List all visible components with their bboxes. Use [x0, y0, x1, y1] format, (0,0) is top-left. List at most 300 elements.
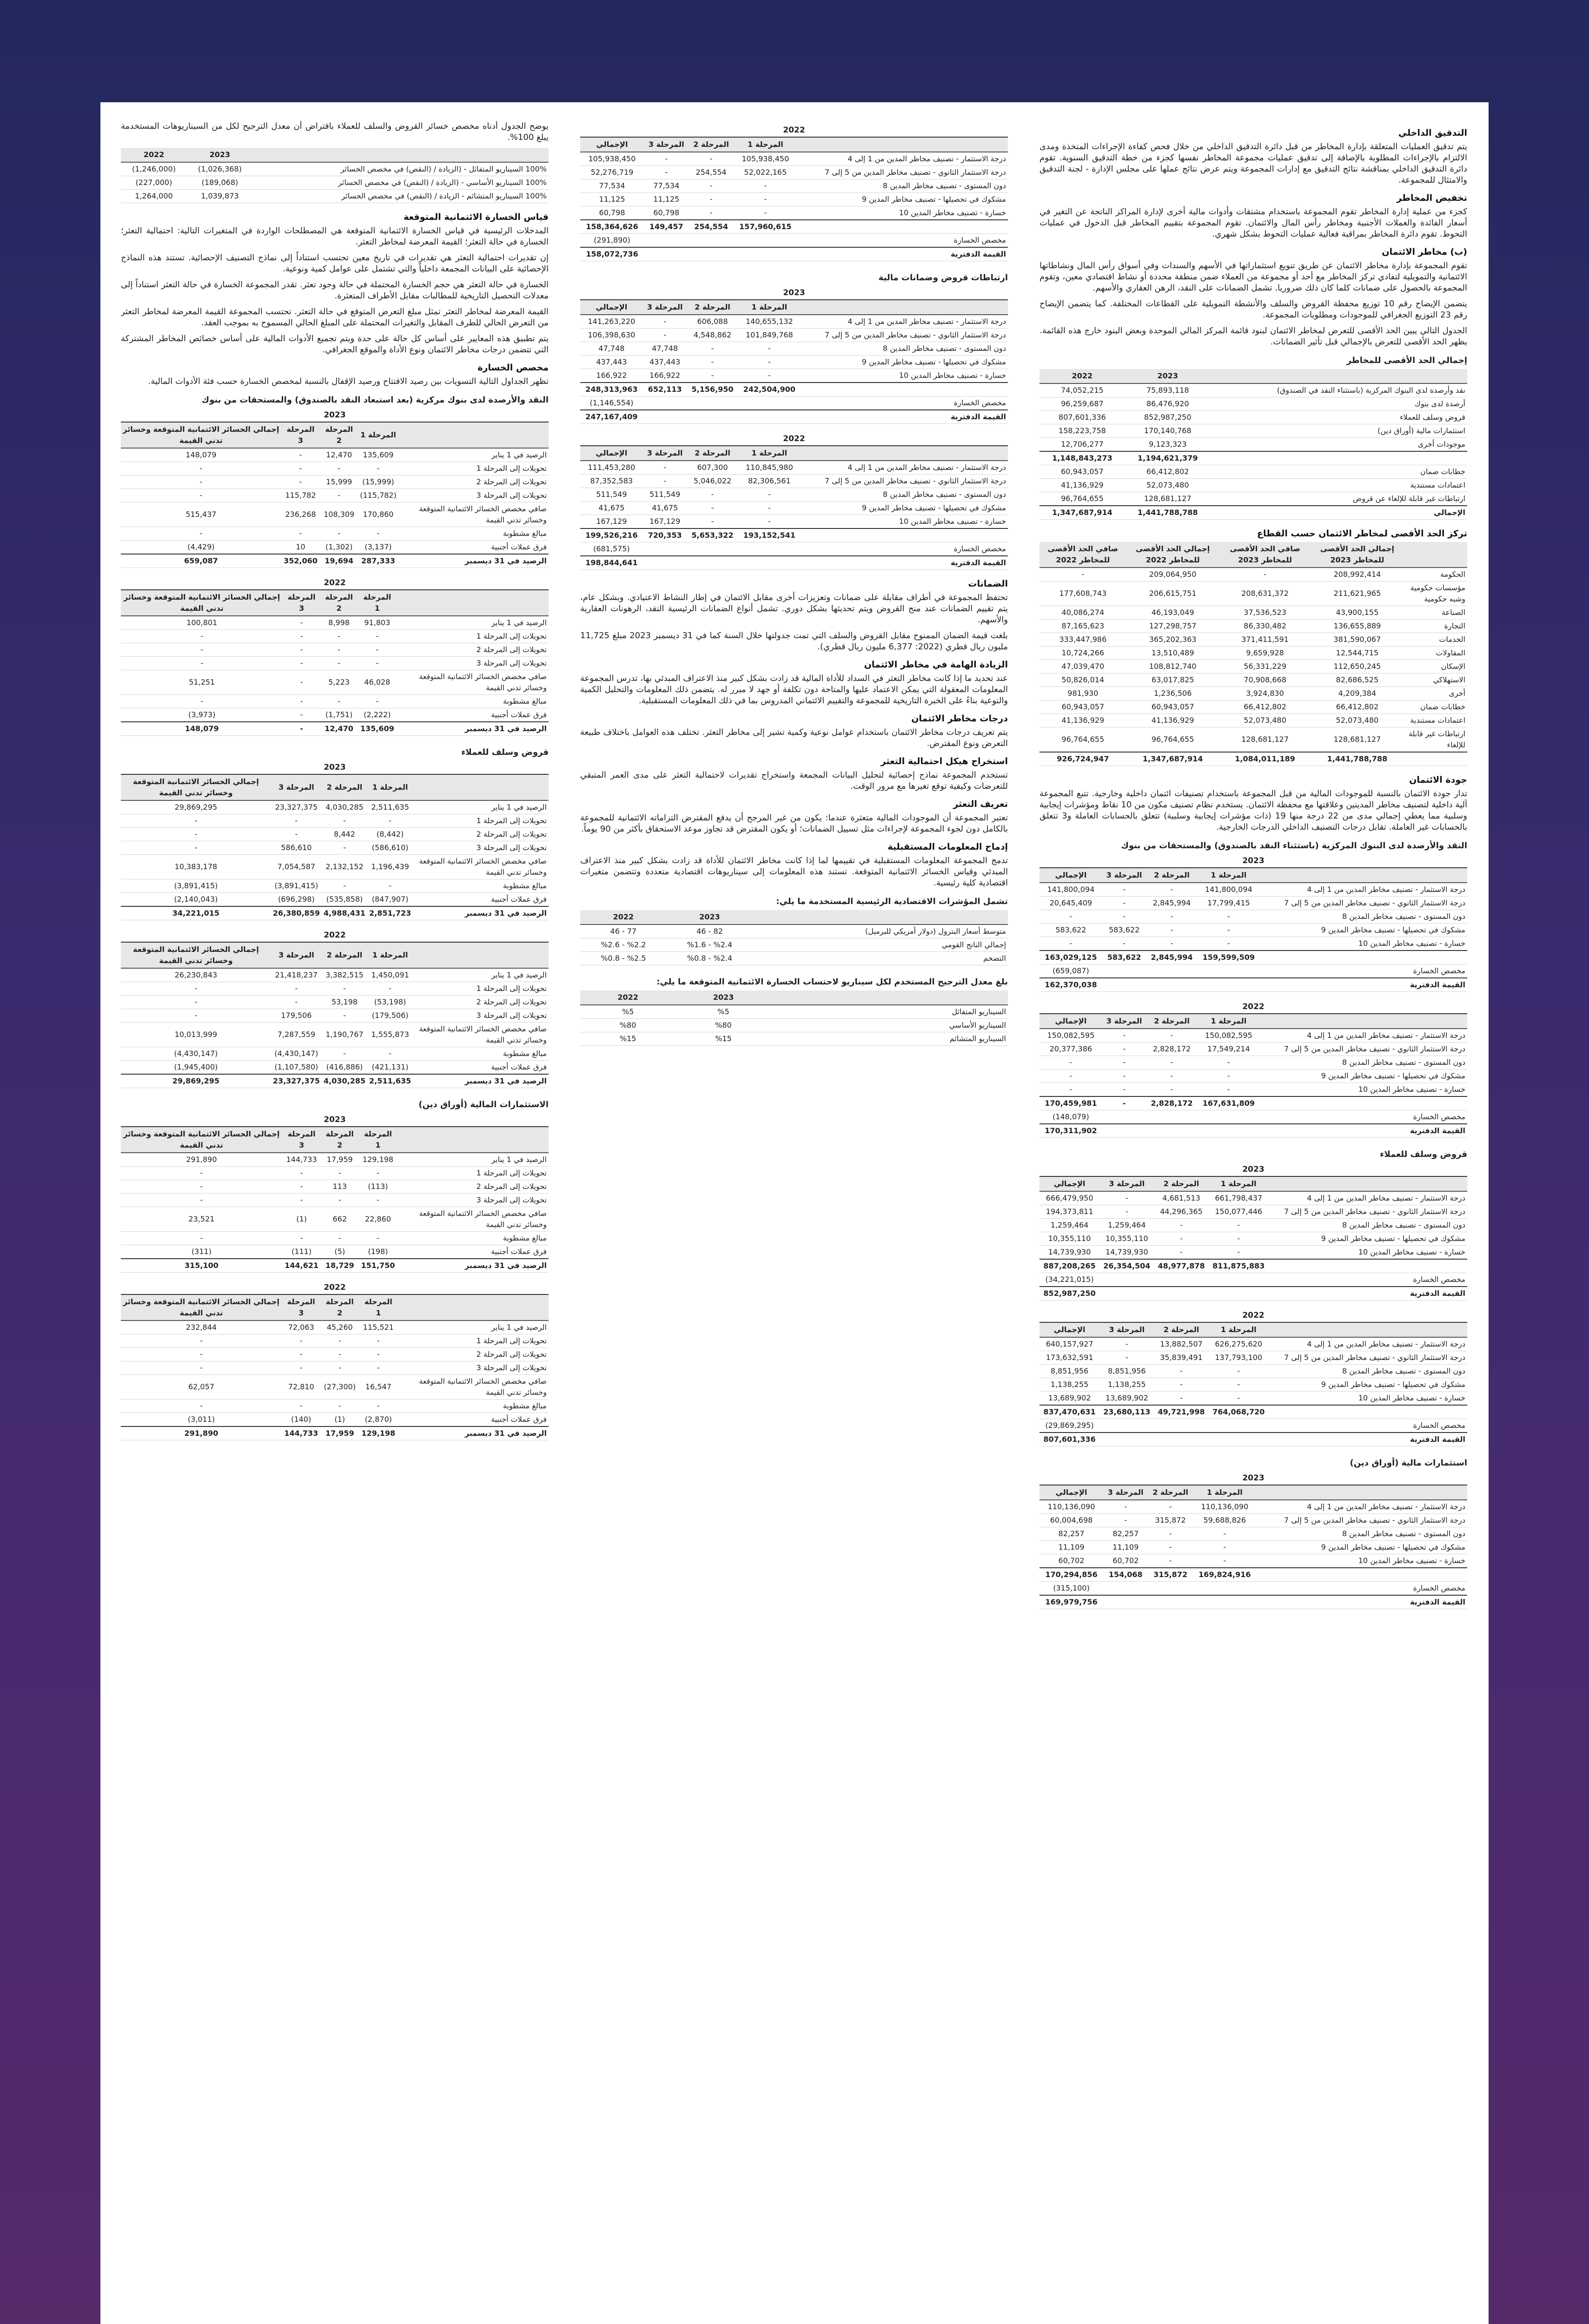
table-cell: -: [359, 1400, 398, 1413]
table-cell: مخصص الخسارة: [1260, 1110, 1467, 1124]
table-cell: -: [1146, 1070, 1198, 1083]
table-cell: -: [358, 630, 397, 643]
table-cell: 626,275,620: [1209, 1337, 1269, 1351]
table-cell: 248,313,963: [580, 383, 643, 396]
table-cell: -: [271, 996, 322, 1009]
table-row: [1039, 951, 1467, 964]
table-cell: أخرى: [1404, 687, 1467, 700]
table-cell: (291,890): [580, 234, 644, 248]
table-cell: 77 - 46: [580, 924, 667, 938]
table-cell: 141,800,094: [1197, 883, 1260, 897]
table-cell: 3,924,830: [1219, 687, 1311, 700]
table-cell: 148,079: [121, 448, 281, 462]
table-row: [1039, 1514, 1467, 1527]
table-cell: %5: [580, 1005, 675, 1019]
table-row: [580, 179, 1008, 193]
table-cell: -: [282, 1232, 321, 1245]
table-cell: درجة الاستثمار الثانوي - تصنيف مخاطر المدين من 5 إلى 7: [1269, 1351, 1467, 1365]
table-cell: [1102, 1124, 1146, 1138]
table-cell: 607,300: [687, 461, 738, 475]
table-row: [1039, 1568, 1467, 1582]
table-cell: 17,959: [321, 1153, 359, 1167]
table-cell: -: [121, 475, 281, 489]
table-quality-banks-2022: [1039, 1000, 1467, 1138]
table-cell: الرصيد في 1 يناير: [413, 800, 549, 814]
table-cell: 150,077,446: [1209, 1205, 1269, 1219]
paragraph-ecl-3: الخسارة في حالة التعثر هي حجم الخسارة المحتملة في حالة وجود تعثر. تقدر المجموعة الخسارة في حالة التعثر استناداً إلى معدلات التحصيل التاريخية للمطالبات مقابل الأطراف المتعثرة.: [121, 280, 549, 301]
table-cell: دون المستوى - تصنيف مخاطر المدين 8: [1260, 910, 1467, 924]
table-cell: 110,845,980: [738, 461, 801, 475]
table-quality-investments-2023: [1039, 1455, 1467, 1609]
table-cell: [689, 234, 733, 248]
table-header-cell: [1257, 1485, 1467, 1500]
table-cell: 198,844,641: [580, 556, 643, 570]
table-cell: 1,450,091: [367, 968, 413, 982]
table-cell: [1197, 964, 1260, 978]
table-cell: [1148, 1582, 1192, 1596]
table-header-cell: المرحلة 1: [1197, 1014, 1260, 1029]
paragraph-credit-risk-2: يتضمن الإيضاح رقم 10 توزيع محفظة القروض والسلف والأنشطة التمويلية على القطاعات المختلفة. كما يتضمن الإيضاح رقم 23 التوزيع الجغرافي للموجودات ومطلوبات المجموعة.: [1039, 299, 1467, 320]
table-cell: 1,441,788,788: [1125, 506, 1211, 520]
table-row: [121, 828, 549, 841]
table-cell: 381,590,067: [1311, 633, 1404, 647]
table-cell: -: [320, 462, 358, 475]
table-cell: درجة الاستثمار - تصنيف مخاطر المدين من 1 إلى 4: [1257, 1500, 1467, 1514]
table-header-cell: 2022: [580, 990, 675, 1005]
table-cell: خسارة - تصنيف مخاطر المدين 10: [1260, 937, 1467, 951]
heading-credit-risk: (ب) مخاطر الائتمان: [1382, 247, 1467, 257]
table-cell: مبالغ مشطوبة: [398, 1400, 549, 1413]
table-cell: -: [687, 515, 738, 529]
table-row: [1039, 1043, 1467, 1056]
table-cell: -: [321, 1334, 359, 1348]
table-cell: [1146, 964, 1198, 978]
table-cell: -: [283, 695, 320, 708]
table-cell: -: [644, 166, 689, 179]
table-cell: (1): [321, 1413, 359, 1427]
table-header-cell: [801, 300, 1008, 315]
table-cell: التجارة: [1404, 620, 1467, 633]
table-row: [1039, 438, 1467, 452]
table-cell: 26,354,504: [1099, 1259, 1154, 1273]
table-row: [121, 502, 549, 527]
table-cell: تحويلات إلى المرحلة 1: [397, 630, 549, 643]
table-cell: 29,869,295: [121, 800, 271, 814]
table-header-cell: [398, 1294, 549, 1320]
table-cell: -: [1102, 883, 1146, 897]
table-cell: 47,748: [643, 342, 687, 356]
table-cell: 315,872: [1148, 1514, 1192, 1527]
table-cell: [643, 396, 687, 410]
table-header-row: [1039, 542, 1467, 568]
table-cell: 511,549: [643, 488, 687, 502]
table-header-cell: المرحلة 1: [358, 590, 397, 616]
table-year: 2022: [121, 576, 549, 590]
table-cell: 4,681,513: [1154, 1191, 1208, 1205]
table-cell: 60,798: [644, 206, 689, 220]
table-cell: 37,536,523: [1219, 606, 1311, 620]
table-cell: 659,087: [121, 554, 281, 568]
table-cell: 1,138,255: [1099, 1378, 1154, 1392]
table-row: [121, 982, 549, 996]
table-cell: -: [1103, 1514, 1148, 1527]
table-cell: 1,138,255: [1039, 1378, 1099, 1392]
table-cell: -: [643, 461, 687, 475]
table-cell: 82,686,525: [1311, 673, 1404, 687]
table-cell: فرق عملات أجنبية: [398, 1413, 549, 1427]
table-header-cell: الإجمالي: [1039, 1322, 1099, 1337]
heading-forward-looking: إدماج المعلومات المستقبلية: [887, 842, 1008, 852]
table-cell: مشكوك في تحصيلها - تصنيف مخاطر المدين 9: [1257, 1541, 1467, 1554]
table-row: [1039, 633, 1467, 647]
table-cell: الرصيد في 31 ديسمبر: [398, 554, 549, 568]
table-cell: 47,748: [580, 342, 643, 356]
paragraph-risk-mitigation: كجزء من عملية إدارة المخاطر تقوم المجموعة باستخدام مشتقات وأدوات مالية أخرى لإدارة المراكز الناتجة عن التغير في أسعار الفائدة والعملات الأجنبية ومخاطر رأس المال والائتمان. تقوم المجموعة بتقييم المخاطر قبل الدخول في عمليات التحوط. تقوم دائرة المخاطر بمراقبة فعالية عمليات التحوط بشكل شهري.: [1039, 207, 1467, 239]
table-cell: -: [1039, 910, 1102, 924]
table-header-cell: [253, 148, 549, 162]
table-header-cell: المرحلة 1: [358, 1127, 397, 1153]
table-cell: [1209, 1419, 1269, 1433]
table-cell: %80: [675, 1019, 771, 1032]
table-row: [1039, 1337, 1467, 1351]
table-cell: مشكوك في تحصيلها - تصنيف مخاطر المدين 9: [797, 193, 1008, 206]
table-cell: دون المستوى - تصنيف مخاطر المدين 8: [1269, 1219, 1467, 1232]
table-cell: (535,858): [322, 893, 367, 907]
heading-loss-allowance: مخصص الخسارة: [477, 363, 549, 373]
table-cell: الإجمالي: [1211, 506, 1467, 520]
table-row: [1039, 1110, 1467, 1124]
table-row: [121, 489, 549, 502]
table-header-row: [121, 774, 549, 800]
table-cell: -: [1193, 1541, 1257, 1554]
table-row: [121, 554, 549, 568]
table-header-cell: الإجمالي: [580, 300, 643, 315]
table-cell: درجة الاستثمار - تصنيف مخاطر المدين من 1 إلى 4: [801, 461, 1008, 475]
table-title: تشمل المؤشرات الاقتصادية الرئيسية المستخدمة ما يلي:: [776, 897, 1008, 906]
table-allowance-investments-2022: [121, 1281, 549, 1440]
table-header-cell: [771, 990, 1008, 1005]
table-row: [1039, 660, 1467, 673]
table-cell: 91,803: [358, 616, 397, 630]
table-cell: -: [321, 1348, 359, 1361]
heading-sector-concentration: تركز الحد الأقصى لمخاطر الائتمان حسب القطاع: [1257, 528, 1467, 539]
table-header-cell: الإجمالي: [580, 137, 644, 152]
table-cell: [1103, 1595, 1148, 1609]
table-cell: [1146, 1110, 1198, 1124]
table-cell: 45,260: [321, 1320, 359, 1334]
table-title: ارتباطات قروض وضمانات مالية: [878, 273, 1008, 283]
table-cell: 43,900,155: [1311, 606, 1404, 620]
table-header-cell: إجمالي الخسائر الائتمانية المتوقعة وخسائر تدني القيمة: [121, 590, 283, 616]
table-cell: -: [1154, 1365, 1208, 1378]
table-row: [121, 1400, 549, 1413]
table-header-cell: المرحلة 3: [1103, 1485, 1148, 1500]
table-header-cell: المرحلة 3: [282, 1294, 321, 1320]
table-cell: مخصص الخسارة: [1269, 1419, 1467, 1433]
table-cell: [1099, 1287, 1154, 1301]
table-cell: 2,132,152: [322, 855, 367, 879]
table-header-row: [580, 137, 1008, 152]
table-cell: (3,891,415): [121, 879, 271, 893]
table-header-cell: 2023: [675, 990, 771, 1005]
table-cell: مخصص الخسارة: [801, 396, 1008, 410]
paragraph-sensitivity-intro: يوضح الجدول أدناه مخصص خسائر القروض والسلف للعملاء بافتراض أن معدل الترجيح لكل من السيناريوهات المستخدمة يبلغ 100%.: [121, 121, 549, 142]
table-commitments-2022: [580, 432, 1008, 570]
table-row: [580, 193, 1008, 206]
table-header-cell: المرحلة 2: [320, 590, 358, 616]
table-year: 2022: [580, 432, 1008, 446]
table-cell: 7,287,559: [271, 1023, 322, 1047]
table-header-cell: المرحلة 3: [644, 137, 689, 152]
table-cell: (148,079): [1039, 1110, 1102, 1124]
table-cell: (1): [282, 1207, 321, 1232]
table-cell: 640,157,927: [1039, 1337, 1099, 1351]
table-cell: 14,739,930: [1099, 1246, 1154, 1260]
table-row: [1039, 752, 1467, 766]
table-cell: 21,418,237: [271, 968, 322, 982]
table-cell: 22,860: [358, 1207, 397, 1232]
table-cell: الخدمات: [1404, 633, 1467, 647]
table-cell: -: [1209, 1219, 1269, 1232]
table-cell: 10,383,178: [121, 855, 271, 879]
table-cell: دون المستوى - تصنيف مخاطر المدين 8: [801, 488, 1008, 502]
table-row: [580, 166, 1008, 179]
table-cell: -: [734, 179, 797, 193]
table-cell: السيناريو المتشائم: [771, 1032, 1008, 1046]
table-title: النقد والأرصدة لدى البنوك المركزية (باستثناء النقد بالصندوق) والمستحقات من بنوك: [1121, 841, 1467, 851]
table-cell: -: [121, 527, 281, 541]
table-cell: 52,073,480: [1125, 479, 1211, 492]
table-row: [121, 527, 549, 541]
table-cell: خسارة - تصنيف مخاطر المدين 10: [797, 206, 1008, 220]
table-cell: %5: [675, 1005, 771, 1019]
table-cell: (311): [121, 1245, 282, 1259]
table-row: [121, 657, 549, 670]
table-cell: 135,609: [358, 722, 397, 736]
table-cell: 291,890: [121, 1153, 282, 1167]
table-cell: 60,004,698: [1039, 1514, 1103, 1527]
table-cell: 5,156,950: [687, 383, 738, 396]
table-cell: 1,259,464: [1039, 1219, 1099, 1232]
table-cell: (2,870): [359, 1413, 398, 1427]
table-cell: -: [1102, 897, 1146, 910]
table-cell: 515,437: [121, 502, 281, 527]
table-cell: (198): [358, 1245, 397, 1259]
table-title: الاستثمارات المالية (أوراق دين): [418, 1100, 549, 1109]
table-cell: %2.5 - %0.8: [580, 952, 667, 965]
table-cell: 170,860: [358, 502, 398, 527]
table-cell: 4,030,285: [322, 800, 367, 814]
table-cell: 586,610: [271, 841, 322, 855]
table-cell: -: [1148, 1541, 1192, 1554]
table-header-cell: المرحلة 3: [1099, 1322, 1154, 1337]
table-row: [121, 1334, 549, 1348]
table-row: [1039, 383, 1467, 397]
table-cell: درجة الاستثمار - تصنيف مخاطر المدين من 1 إلى 4: [1260, 883, 1467, 897]
table-cell: 157,960,615: [734, 220, 797, 234]
table-cell: -: [367, 814, 413, 828]
table-cell: [1209, 1287, 1269, 1301]
table-cell: 60,943,057: [1039, 700, 1126, 714]
table-header-cell: [413, 774, 549, 800]
table-cell: (659,087): [1039, 964, 1102, 978]
table-header-cell: المرحلة 3: [643, 446, 687, 461]
table-cell: 352,060: [281, 554, 320, 568]
table-cell: 1,347,687,914: [1039, 506, 1125, 520]
table-cell: %2.2 - %2.6: [580, 938, 667, 952]
table-cell: 46,193,049: [1126, 606, 1219, 620]
table-row: [121, 800, 549, 814]
table-cell: -: [1154, 1219, 1208, 1232]
table-cell: [644, 247, 689, 261]
table-row: [1039, 1527, 1467, 1541]
table-cell: (4,430,147): [271, 1047, 322, 1061]
table-cell: 106,398,630: [580, 329, 643, 342]
table-cell: 2,511,635: [367, 800, 413, 814]
table-header-cell: المرحلة 2: [1146, 1014, 1198, 1029]
table-cell: 150,082,595: [1039, 1029, 1102, 1043]
table-cell: صافي مخصص الخسائر الائتمانية المتوقعة وخسائر تدني القيمة: [413, 855, 549, 879]
table-cell: 166,922: [580, 369, 643, 383]
table-cell: -: [689, 193, 733, 206]
table-cell: 52,022,165: [734, 166, 797, 179]
table-header-cell: المرحلة 3: [1102, 868, 1146, 883]
table-cell: [687, 396, 738, 410]
table-cell: -: [738, 502, 801, 515]
table-cell: -: [1146, 1056, 1198, 1070]
table-cell: القيمة الدفترية: [1257, 1595, 1467, 1609]
table-cell: -: [1148, 1527, 1192, 1541]
table-row: [1039, 492, 1467, 506]
heading-definition-default: تعريف التعثر: [953, 799, 1008, 809]
table-cell: نقد وأرصدة لدى البنوك المركزية (باستثناء النقد في الصندوق): [1211, 383, 1467, 397]
table-cell: مخصص الخسارة: [1257, 1582, 1467, 1596]
table-row: [580, 383, 1008, 396]
table-cell: 1,196,439: [367, 855, 413, 879]
table-header-row: [1039, 1014, 1467, 1029]
table-cell: [738, 410, 801, 424]
table-cell: [738, 556, 801, 570]
table-header-cell: صافي الحد الأقصى للمخاطر 2022: [1039, 542, 1126, 568]
table-cell: -: [282, 1400, 321, 1413]
table-cell: 51,251: [121, 670, 283, 695]
table-cell: -: [282, 1334, 321, 1348]
table-cell: -: [358, 1194, 397, 1207]
table-cell: 208,631,372: [1219, 581, 1311, 606]
table-cell: -: [1219, 568, 1311, 581]
table-cell: -: [1197, 1056, 1260, 1070]
table-cell: -: [734, 193, 797, 206]
table-row: [121, 695, 549, 708]
table-cell: 16,547: [359, 1375, 398, 1400]
table-cell: -: [121, 1361, 282, 1375]
table-cell: 100% السيناريو الأساسي - (الزيادة / (النقص) في مخصص الخسائر: [253, 176, 549, 190]
table-cell: 1,555,873: [367, 1023, 413, 1047]
table-cell: -: [687, 342, 738, 356]
table-cell: فرق عملات أجنبية: [413, 893, 549, 907]
table-cell: -: [322, 1009, 367, 1023]
table-row: [1039, 897, 1467, 910]
table-row: [121, 855, 549, 879]
table-cell: تحويلات إلى المرحلة 2: [398, 475, 549, 489]
table-cell: -: [1193, 1527, 1257, 1541]
table-header-cell: المرحلة 1: [1197, 868, 1260, 883]
table-row: [1039, 910, 1467, 924]
table-cell: 105,938,450: [734, 152, 797, 166]
table-cell: 2,828,172: [1146, 1043, 1198, 1056]
table-cell: 5,046,022: [687, 475, 738, 488]
table-row: [121, 1167, 549, 1180]
table-row: [1039, 647, 1467, 660]
table-row: [580, 502, 1008, 515]
table-cell: (681,575): [580, 542, 643, 556]
table-header-cell: إجمالي الحد الأقصى للمخاطر 2022: [1126, 542, 1219, 568]
table-cell: 60,943,057: [1039, 465, 1125, 479]
table-row: [580, 315, 1008, 329]
table-cell: دون المستوى - تصنيف مخاطر المدين 8: [1257, 1527, 1467, 1541]
table-cell: 4,988,431: [322, 906, 367, 920]
table-cell: 129,198: [359, 1426, 398, 1440]
table-cell: -: [121, 630, 283, 643]
table-cell: -: [121, 489, 281, 502]
table-cell: 23,327,375: [271, 800, 322, 814]
table-header-cell: 2022: [121, 148, 187, 162]
table-cell: -: [687, 356, 738, 369]
table-cell: -: [1209, 1232, 1269, 1246]
table-cell: -: [281, 462, 320, 475]
table-header-row: [121, 422, 549, 448]
table-row: [1039, 479, 1467, 492]
table-row: [580, 342, 1008, 356]
table-header-cell: [397, 1127, 549, 1153]
heading-significant-increase: الزيادة الهامة في مخاطر الائتمان: [864, 660, 1008, 670]
table-cell: (1,146,554): [580, 396, 643, 410]
table-cell: 96,764,655: [1039, 492, 1125, 506]
table-cell: (113): [358, 1180, 397, 1194]
table-cell: 666,479,950: [1039, 1191, 1099, 1205]
table-cell: -: [1148, 1500, 1192, 1514]
column-right: [1039, 121, 1467, 2324]
table-row: [1039, 581, 1467, 606]
table-cell: 137,793,100: [1209, 1351, 1269, 1365]
table-row: [1039, 1541, 1467, 1554]
table-row: [1039, 1096, 1467, 1110]
table-cell: 852,987,250: [1125, 411, 1211, 424]
table-cell: 60,943,057: [1126, 700, 1219, 714]
table-cell: درجة الاستثمار الثانوي - تصنيف مخاطر المدين من 5 إلى 7: [1260, 1043, 1467, 1056]
table-cell: 101,849,768: [738, 329, 801, 342]
table-cell: 173,632,591: [1039, 1351, 1099, 1365]
table-cell: -: [1039, 1083, 1102, 1097]
table-cell: -: [121, 695, 283, 708]
table-cell: 1,194,621,379: [1125, 451, 1211, 465]
table-header-cell: [797, 137, 1008, 152]
table-cell: %2.4 - %0.8: [667, 952, 753, 965]
table-header-row: [121, 148, 549, 162]
table-cell: -: [1102, 1096, 1146, 1110]
table-header-cell: المرحلة 2: [1148, 1485, 1192, 1500]
table-cell: (115,782): [358, 489, 398, 502]
table-cell: 1,039,873: [187, 190, 253, 203]
table-cell: 1,441,788,788: [1311, 752, 1404, 766]
table-cell: -: [1197, 1070, 1260, 1083]
table-cell: -: [322, 879, 367, 893]
table-header-row: [1039, 868, 1467, 883]
table-cell: (586,610): [367, 841, 413, 855]
table-row: [1039, 606, 1467, 620]
table-cell: [643, 410, 687, 424]
table-cell: 1,190,767: [322, 1023, 367, 1047]
